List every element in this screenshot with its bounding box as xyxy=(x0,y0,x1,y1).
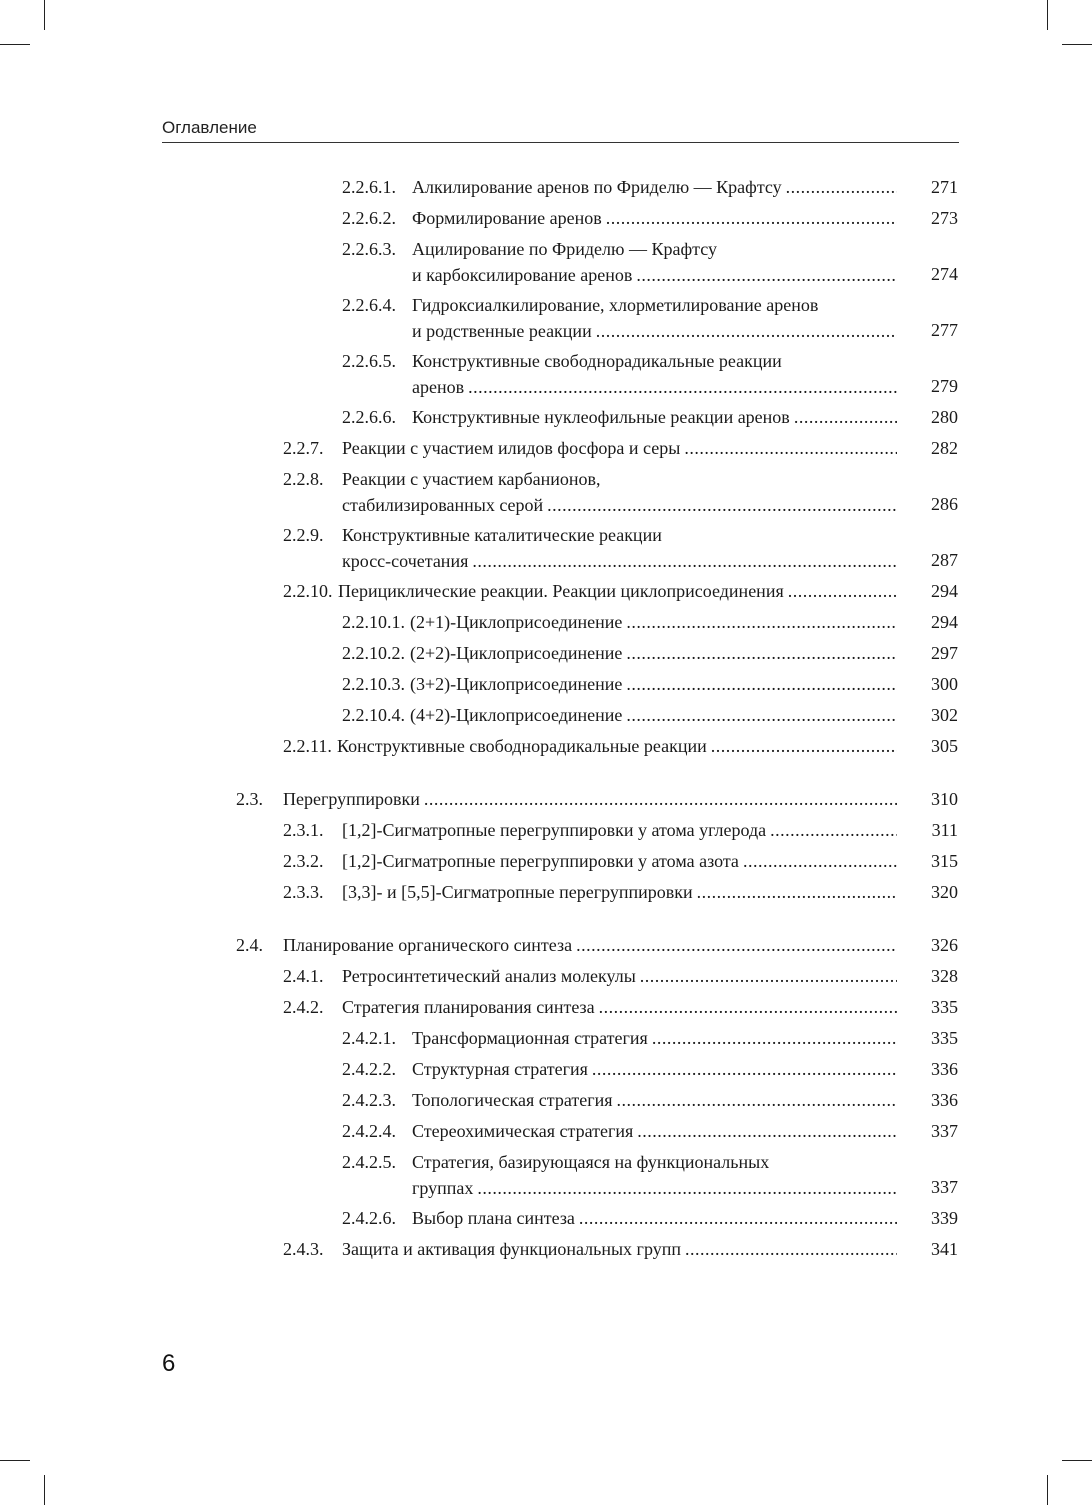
toc-entry xyxy=(0,1056,1092,1087)
dot-leader xyxy=(592,1056,897,1082)
dot-leader xyxy=(547,492,897,518)
toc-entry xyxy=(0,1087,1092,1118)
toc-entry-title-text: группах xyxy=(412,1178,474,1198)
toc-entry-title xyxy=(410,609,897,635)
toc-entry-page: 286 xyxy=(931,494,958,514)
toc-entry xyxy=(0,702,1092,733)
toc-entry-number: 2.2.6.3. xyxy=(342,239,396,259)
toc-entry-title xyxy=(412,174,897,200)
dot-leader xyxy=(697,879,897,905)
toc-entry-page: 335 xyxy=(931,997,958,1017)
toc-entry xyxy=(0,1149,1092,1205)
toc-entry-number: 2.2.6.4. xyxy=(342,295,396,315)
toc-entry-number: 2.2.10.2. xyxy=(342,643,405,663)
toc-entry-title xyxy=(283,786,897,812)
toc-entry xyxy=(0,466,1092,522)
toc-entry-page: 335 xyxy=(931,1028,958,1048)
toc-entry xyxy=(0,435,1092,466)
toc-entry-title xyxy=(342,994,897,1020)
toc-entry xyxy=(0,640,1092,671)
dot-leader xyxy=(626,702,897,728)
toc-entry-title-text: и родственные реакции xyxy=(412,321,592,341)
dot-leader xyxy=(786,174,897,200)
toc-entry-title xyxy=(412,1087,897,1113)
toc-entry-title-text: Формилирование аренов xyxy=(412,208,602,228)
toc-entry-page: 280 xyxy=(931,407,958,427)
toc-entry-number: 2.3.1. xyxy=(283,820,324,840)
toc-entry-page: 337 xyxy=(931,1177,958,1197)
toc-entry xyxy=(0,609,1092,640)
toc-entry-number: 2.3.3. xyxy=(283,882,324,902)
toc-entry-title xyxy=(412,1056,897,1082)
toc-entry-title-text: (2+2)-Циклоприсоединение xyxy=(410,643,623,663)
dot-leader xyxy=(770,817,897,843)
toc-entry-number: 2.2.6.1. xyxy=(342,177,396,197)
toc-entry-title-text: (4+2)-Циклоприсоединение xyxy=(410,705,623,725)
toc-entry-title xyxy=(342,466,897,518)
toc-entry-page: 311 xyxy=(931,820,958,840)
toc-entry-title-text: [1,2]-Сигматропные перегруппировки у атома азота xyxy=(342,851,739,871)
toc-entry-page: 305 xyxy=(931,736,958,756)
toc-entry-title xyxy=(412,205,897,231)
toc-entry xyxy=(0,205,1092,236)
toc-entry-title-text: Планирование органического синтеза xyxy=(283,935,573,955)
toc-entry-title xyxy=(412,1118,897,1144)
toc-entry-page: 337 xyxy=(931,1121,958,1141)
dot-leader xyxy=(424,786,897,812)
toc-entry-number: 2.4.3. xyxy=(283,1239,324,1259)
toc-entry-page: 273 xyxy=(931,208,958,228)
dot-leader xyxy=(640,963,897,989)
toc-entry xyxy=(0,963,1092,994)
toc-entry-number: 2.2.8. xyxy=(283,469,324,489)
crop-mark-bottom-right-v xyxy=(1047,1475,1048,1505)
crop-mark-bottom-left-h xyxy=(0,1460,30,1461)
toc-entry-title-text: Ретросинтетический анализ молекулы xyxy=(342,966,636,986)
toc-entry-title xyxy=(342,435,897,461)
toc-entry-page: 315 xyxy=(931,851,958,871)
toc-entry-title xyxy=(412,1205,897,1231)
toc-entry-number: 2.2.11. xyxy=(283,736,332,756)
toc-entry-number: 2.3.2. xyxy=(283,851,324,871)
toc-entry xyxy=(0,671,1092,702)
toc-entry-title-text: Выбор плана синтеза xyxy=(412,1208,575,1228)
toc-entry xyxy=(0,786,1092,817)
toc-entry-number: 2.4.2.1. xyxy=(342,1028,396,1048)
toc-entry xyxy=(0,1205,1092,1236)
toc-entry-title xyxy=(337,733,897,759)
toc-entry-page: 300 xyxy=(931,674,958,694)
toc-entry xyxy=(0,348,1092,404)
toc-entry-number: 2.2.10.4. xyxy=(342,705,405,725)
dot-leader xyxy=(472,548,897,574)
toc-entry-title xyxy=(410,702,897,728)
toc-entry-title-text: [1,2]-Сигматропные перегруппировки у атома углерода xyxy=(342,820,767,840)
toc-entry-page: 277 xyxy=(931,320,958,340)
toc-entry-title-text: Топологическая стратегия xyxy=(412,1090,613,1110)
dot-leader xyxy=(711,733,897,759)
toc-entry-title-text: Перициклические реакции. Реакции циклоприсоединения xyxy=(338,581,784,601)
toc-entry-number: 2.4.2.5. xyxy=(342,1152,396,1172)
toc-entry-page: 336 xyxy=(931,1059,958,1079)
toc-entry-number: 2.4.2.3. xyxy=(342,1090,396,1110)
toc-entry xyxy=(0,879,1092,910)
crop-mark-top-right-h xyxy=(1062,44,1092,45)
toc-entry-number: 2.4.2.2. xyxy=(342,1059,396,1079)
toc-entry-title-text: Стереохимическая стратегия xyxy=(412,1121,634,1141)
toc-entry-title xyxy=(342,879,897,905)
toc-entry-page: 302 xyxy=(931,705,958,725)
toc-entry-title-text: Структурная стратегия xyxy=(412,1059,588,1079)
crop-mark-bottom-left-v xyxy=(44,1475,45,1505)
toc-entry-page: 279 xyxy=(931,376,958,396)
toc-entry-title-line1: Ацилирование по Фриделю — Крафтсу xyxy=(412,239,717,259)
toc-entry-title-text: Защита и активация функциональных групп xyxy=(342,1239,681,1259)
toc-entry-number: 2.2.7. xyxy=(283,438,324,458)
dot-leader xyxy=(617,1087,897,1113)
toc-entry-title-text: Стратегия планирования синтеза xyxy=(342,997,595,1017)
toc-entry-title-text: Алкилирование аренов по Фриделю — Крафтсу xyxy=(412,177,782,197)
dot-leader xyxy=(596,318,897,344)
dot-leader xyxy=(468,374,897,400)
dot-leader xyxy=(579,1205,897,1231)
toc-entry-page: 297 xyxy=(931,643,958,663)
toc-entry-title-text: Перегруппировки xyxy=(283,789,420,809)
toc-entry-page: 336 xyxy=(931,1090,958,1110)
toc-entry-title-text: кросс-сочетания xyxy=(342,551,469,571)
dot-leader xyxy=(794,404,897,430)
toc-entry-title-line1: Конструктивные свободнорадикальные реакции xyxy=(412,351,782,371)
toc-entry-title xyxy=(412,236,897,288)
toc-entry-title-text: [3,3]- и [5,5]-Сигматропные перегруппировки xyxy=(342,882,693,902)
toc-entry-title xyxy=(412,348,897,400)
toc-entry xyxy=(0,817,1092,848)
dot-leader xyxy=(788,578,897,604)
toc-entry-page: 287 xyxy=(931,550,958,570)
toc-entry-page: 282 xyxy=(931,438,958,458)
toc-entry-number: 2.4.2. xyxy=(283,997,324,1017)
toc-entry-page: 326 xyxy=(931,935,958,955)
toc-entry-page: 339 xyxy=(931,1208,958,1228)
dot-leader xyxy=(743,848,897,874)
dot-leader xyxy=(684,435,897,461)
toc-entry-title xyxy=(342,817,897,843)
toc-entry-number: 2.2.10.3. xyxy=(342,674,405,694)
running-head-rule xyxy=(162,142,959,143)
toc-entry-title-line1: Гидроксиалкилирование, хлорметилирование аренов xyxy=(412,295,819,315)
toc-entry-title xyxy=(283,932,897,958)
dot-leader xyxy=(626,671,897,697)
dot-leader xyxy=(606,205,897,231)
dot-leader xyxy=(685,1236,897,1262)
toc-entry xyxy=(0,1025,1092,1056)
page-number: 6 xyxy=(162,1350,176,1377)
toc-entry-title-text: стабилизированных серой xyxy=(342,495,544,515)
dot-leader xyxy=(626,640,897,666)
toc-entry-number: 2.2.6.2. xyxy=(342,208,396,228)
toc-entry-title-text: аренов xyxy=(412,377,465,397)
dot-leader xyxy=(637,1118,897,1144)
toc-entry xyxy=(0,1236,1092,1267)
crop-mark-top-left-h xyxy=(0,44,30,45)
dot-leader xyxy=(477,1175,897,1201)
toc-entry-title xyxy=(412,404,897,430)
dot-leader xyxy=(652,1025,897,1051)
toc-entry-title xyxy=(410,640,897,666)
toc-entry-title xyxy=(342,522,897,574)
toc-entry xyxy=(0,174,1092,205)
toc-entry-title-text: Конструктивные нуклеофильные реакции аренов xyxy=(412,407,790,427)
toc-entry-title-text: Конструктивные свободнорадикальные реакции xyxy=(337,736,707,756)
toc-entry-title-line1: Реакции с участием карбанионов, xyxy=(342,469,601,489)
toc-entry-number: 2.2.6.5. xyxy=(342,351,396,371)
toc-entry-page: 310 xyxy=(931,789,958,809)
toc-entry-title xyxy=(410,671,897,697)
toc-entry-title-text: (2+1)-Циклоприсоединение xyxy=(410,612,623,632)
dot-leader xyxy=(576,932,897,958)
toc-entry-page: 320 xyxy=(931,882,958,902)
toc-entry-title xyxy=(412,1149,897,1201)
toc-entry xyxy=(0,404,1092,435)
toc-entry xyxy=(0,733,1092,764)
toc-entry xyxy=(0,848,1092,879)
dot-leader xyxy=(626,609,897,635)
toc-entry-title-text: и карбоксилирование аренов xyxy=(412,265,633,285)
toc-entry-page: 271 xyxy=(931,177,958,197)
toc-entry-page: 294 xyxy=(931,581,958,601)
dot-leader xyxy=(636,262,897,288)
toc-entry-title-line1: Конструктивные каталитические реакции xyxy=(342,525,662,545)
toc-entry-title-line1: Стратегия, базирующаяся на функциональных xyxy=(412,1152,770,1172)
toc-entry xyxy=(0,292,1092,348)
toc-entry-title-text: Реакции с участием илидов фосфора и серы xyxy=(342,438,681,458)
toc-entry-number: 2.3. xyxy=(236,789,263,809)
crop-mark-top-right-v xyxy=(1047,0,1048,30)
toc-entry-page: 341 xyxy=(931,1239,958,1259)
toc-entry-title xyxy=(412,292,897,344)
toc-entry-number: 2.2.6.6. xyxy=(342,407,396,427)
toc-entry xyxy=(0,932,1092,963)
toc-entry-page: 274 xyxy=(931,264,958,284)
toc-entry-title xyxy=(342,963,897,989)
toc-entry-number: 2.2.9. xyxy=(283,525,324,545)
toc-entry xyxy=(0,236,1092,292)
toc-entry-number: 2.4. xyxy=(236,935,263,955)
toc-entry-title-text: (3+2)-Циклоприсоединение xyxy=(410,674,623,694)
toc-entry-number: 2.2.10.1. xyxy=(342,612,405,632)
crop-mark-top-left-v xyxy=(44,0,45,30)
toc-entry-title xyxy=(342,848,897,874)
table-of-contents xyxy=(0,174,1092,1267)
toc-entry-title xyxy=(338,578,897,604)
toc-entry-title xyxy=(412,1025,897,1051)
toc-entry-number: 2.2.10. xyxy=(283,581,333,601)
toc-entry-page: 328 xyxy=(931,966,958,986)
dot-leader xyxy=(599,994,897,1020)
toc-entry-title xyxy=(342,1236,897,1262)
toc-entry xyxy=(0,522,1092,578)
toc-entry-number: 2.4.2.4. xyxy=(342,1121,396,1141)
crop-mark-bottom-right-h xyxy=(1062,1460,1092,1461)
toc-entry-number: 2.4.2.6. xyxy=(342,1208,396,1228)
toc-entry-title-text: Трансформационная стратегия xyxy=(412,1028,648,1048)
running-head: Оглавление xyxy=(162,118,257,137)
toc-entry xyxy=(0,1118,1092,1149)
toc-entry xyxy=(0,994,1092,1025)
toc-entry-number: 2.4.1. xyxy=(283,966,324,986)
toc-entry-page: 294 xyxy=(931,612,958,632)
toc-entry xyxy=(0,578,1092,609)
